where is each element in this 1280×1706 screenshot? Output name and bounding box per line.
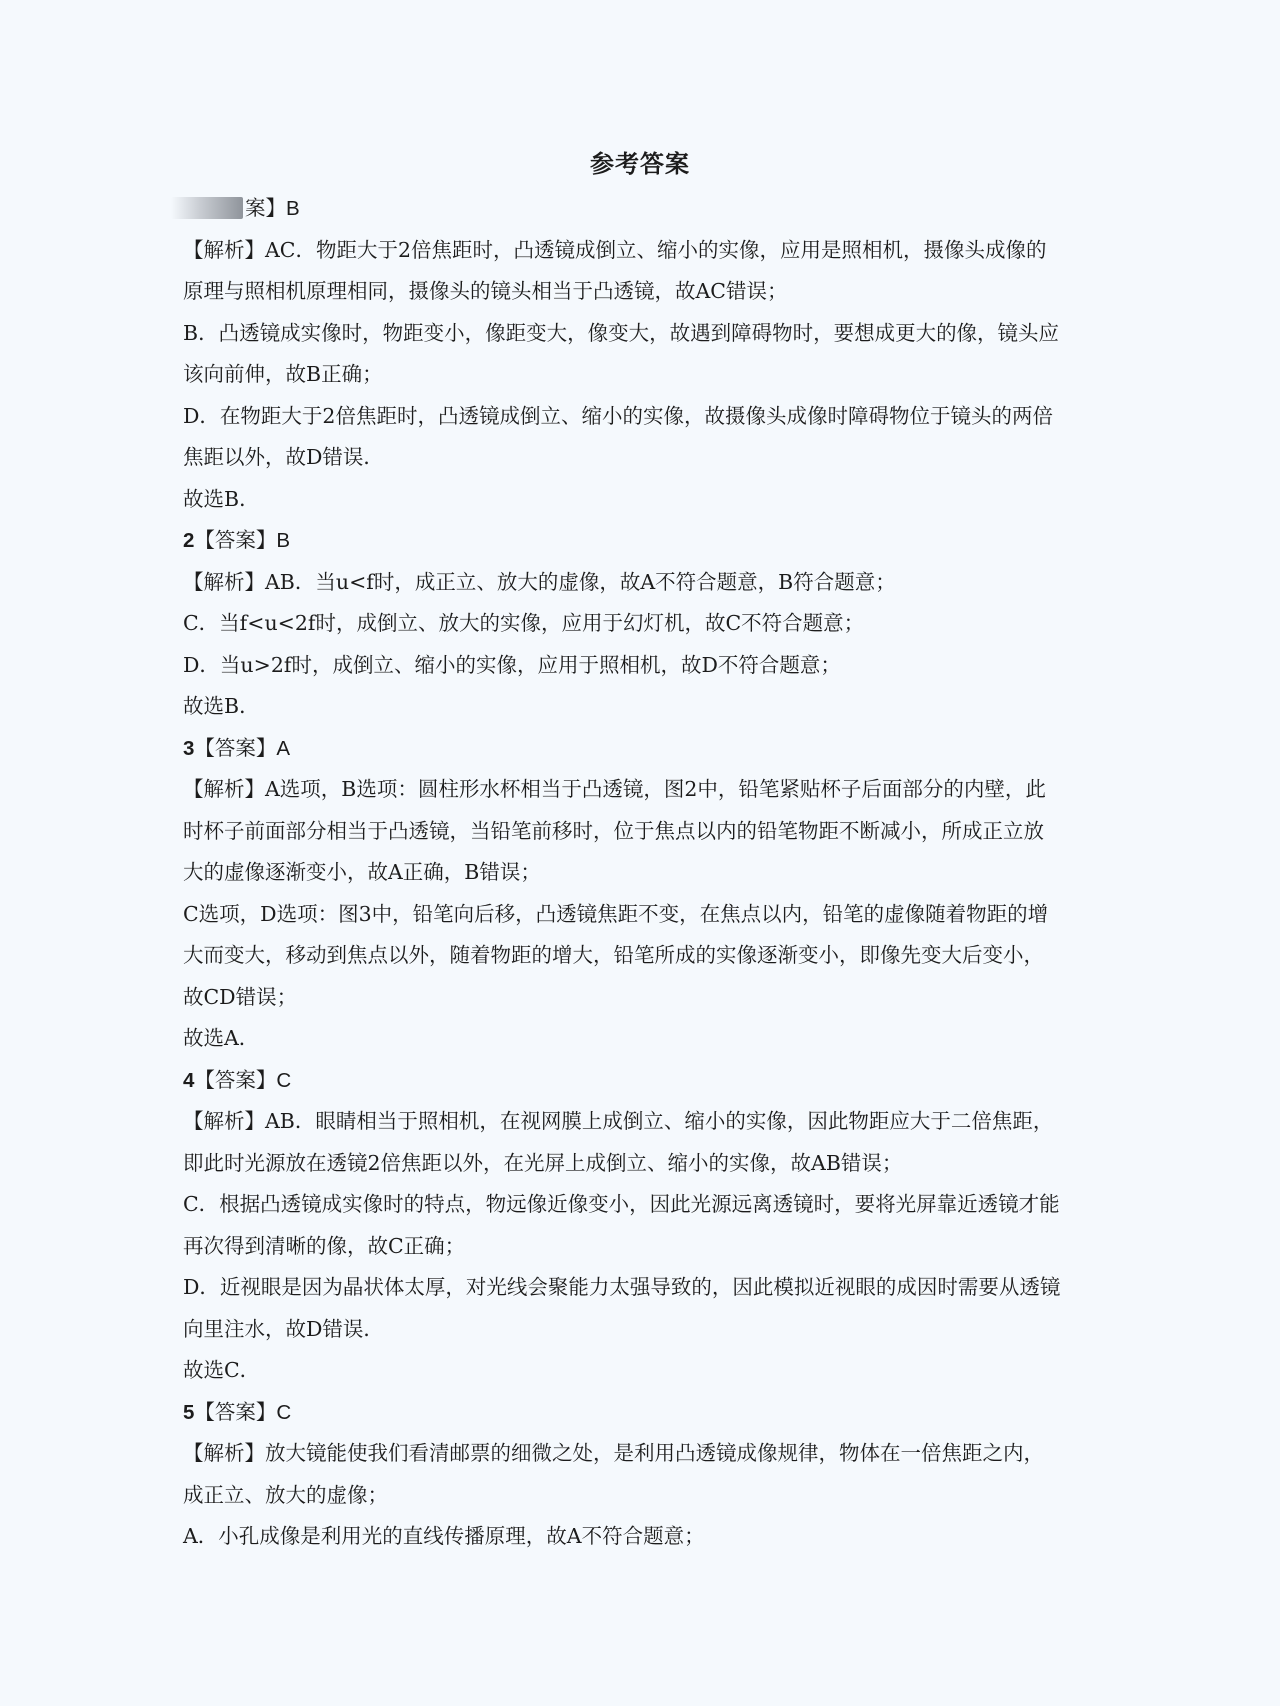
answer-label: 【答案】: [194, 735, 277, 760]
explanation-line: 【解析】放大镜能使我们看清邮票的细微之处，是利用凸透镜成像规律，物体在一倍焦距之内，: [183, 1441, 1044, 1465]
explanation-line: C选项，D选项：图3中，铅笔向后移，凸透镜焦距不变，在焦点以内，铅笔的虚像随着物距的增: [183, 901, 1049, 926]
answer-heading-5: [183, 1392, 1108, 1434]
answer-content: [183, 188, 1108, 1558]
conclusion-line: 故选A．: [183, 1026, 260, 1050]
answer-heading-4: [183, 1060, 1108, 1102]
answer-label: 案】: [245, 196, 286, 220]
explanation-line: 故CD错误；: [183, 984, 298, 1009]
explanation-line: 大的虚像逐渐变小，故A正确，B错误；: [183, 860, 541, 884]
explanation-line: 焦距以外，故D错误．: [183, 445, 384, 469]
conclusion-line: 故选B．: [183, 694, 260, 718]
explanation-line: 【解析】AB．当u<f时，成正立、放大的虚像，故A不符合题意，B符合题意；: [183, 569, 896, 594]
answer-label: 【答案】: [194, 528, 277, 552]
explanation-line: 【解析】AC．物距大于2倍焦距时，凸透镜成倒立、缩小的实像，应用是照相机，摄像头成像的: [183, 237, 1047, 262]
explanation-line: C．根据凸透镜成实像时的特点，物远像近像变小，因此光源远离透镜时，要将光屏靠近透镜才能: [183, 1192, 1060, 1216]
answer-value: B: [286, 197, 300, 220]
question-number: 3: [183, 736, 195, 760]
explanation-line: 成正立、放大的虚像；: [183, 1482, 388, 1507]
answer-heading-3: [183, 728, 1108, 770]
answer-heading-2: [183, 520, 1108, 562]
explanation-line: 该向前伸，故B正确；: [183, 362, 383, 386]
explanation-line: 再次得到清晰的像，故C正确；: [183, 1233, 466, 1258]
answer-label: 【答案】: [194, 1067, 277, 1092]
explanation-line: D．在物距大于2倍焦距时，凸透镜成倒立、缩小的实像，故摄像头成像时障碍物位于镜头的两倍: [183, 403, 1053, 428]
explanation-line: 【解析】A选项，B选项：圆柱形水杯相当于凸透镜，图2中，铅笔紧贴杯子后面部分的内壁，此: [183, 777, 1046, 801]
explanation-line: 【解析】AB．眼睛相当于照相机，在视网膜上成倒立、缩小的实像，因此物距应大于二倍焦距，: [183, 1109, 1054, 1133]
page-title: 参考答案: [590, 149, 690, 178]
question-number: 5: [183, 1400, 195, 1424]
answer-label: 【答案】: [194, 1399, 277, 1424]
explanation-line: 原理与照相机原理相同，摄像头的镜头相当于凸透镜，故AC错误；: [183, 279, 788, 303]
answer-value: C: [276, 1400, 292, 1424]
explanation-line: D．近视眼是因为晶状体太厚，对光线会聚能力太强导致的，因此模拟近视眼的成因时需要从透镜: [183, 1275, 1061, 1299]
conclusion-line: 故选B．: [183, 486, 260, 511]
answer-value: A: [276, 736, 291, 760]
question-number: 2: [183, 529, 195, 552]
question-number: 4: [183, 1068, 195, 1092]
explanation-line: 即此时光源放在透镜2倍焦距以外，在光屏上成倒立、缩小的实像，故AB错误；: [183, 1150, 903, 1175]
answer-heading-1: [183, 188, 1108, 230]
explanation-line: A．小孔成像是利用光的直线传播原理，故A不符合题意；: [183, 1524, 705, 1548]
smudge-mark: [171, 197, 243, 219]
conclusion-line: 故选C．: [183, 1358, 261, 1382]
explanation-line: 时杯子前面部分相当于凸透镜，当铅笔前移时，位于焦点以内的铅笔物距不断减小，所成正立放: [183, 818, 1044, 843]
explanation-line: 大而变大，移动到焦点以外，随着物距的增大，铅笔所成的实像逐渐变小，即像先变大后变小，: [183, 943, 1044, 967]
answer-value: B: [276, 529, 291, 552]
answer-value: C: [276, 1068, 292, 1092]
explanation-line: B．凸透镜成实像时，物距变小，像距变大，像变大，故遇到障碍物时，要想成更大的像，镜头应: [183, 320, 1060, 345]
explanation-line: D．当u>2f时，成倒立、缩小的实像，应用于照相机，故D不符合题意；: [183, 652, 841, 677]
explanation-line: C．当f<u<2f时，成倒立、放大的实像，应用于幻灯机，故C不符合题意；: [183, 611, 865, 635]
explanation-line: 向里注水，故D错误．: [183, 1316, 384, 1341]
